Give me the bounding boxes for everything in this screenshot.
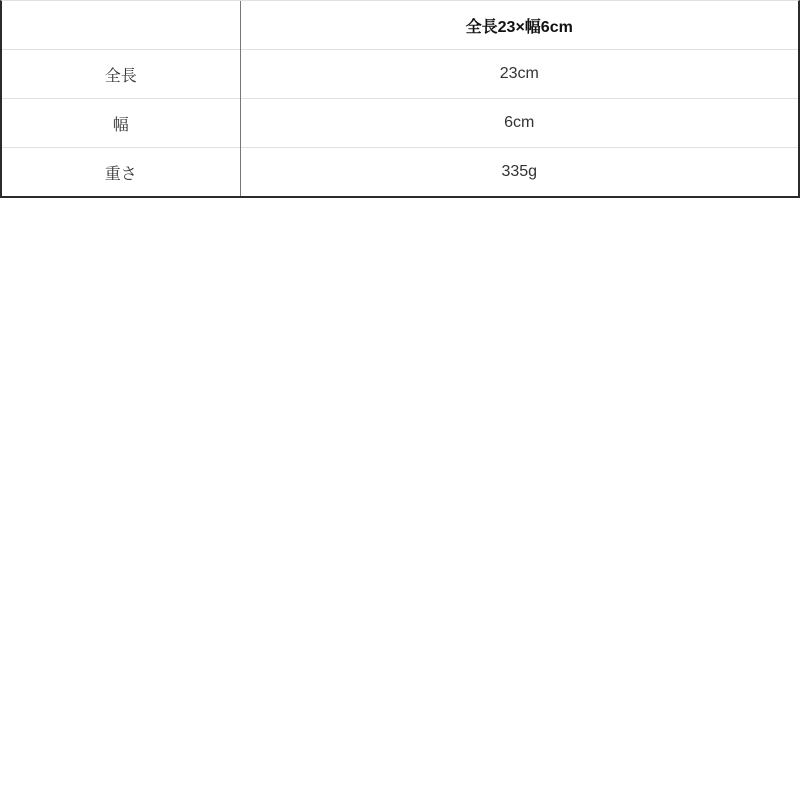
spec-label-haba: 幅 [2, 99, 240, 148]
spec-value-haba: 6cm [240, 99, 798, 148]
spec-table-container [0, 0, 800, 198]
table-row [2, 148, 798, 197]
empty-page-area [0, 198, 800, 799]
spec-value-zencho: 23cm [240, 50, 798, 99]
table-header-row [2, 1, 798, 50]
header-empty-cell [2, 1, 240, 50]
table-row [2, 99, 798, 148]
spec-value-omosa: 335g [240, 148, 798, 197]
header-title-cell: 全長23×幅6cm [240, 1, 798, 50]
spec-label-zencho: 全長 [2, 50, 240, 99]
table-row [2, 50, 798, 99]
spec-table [2, 1, 798, 196]
spec-label-omosa: 重さ [2, 148, 240, 197]
